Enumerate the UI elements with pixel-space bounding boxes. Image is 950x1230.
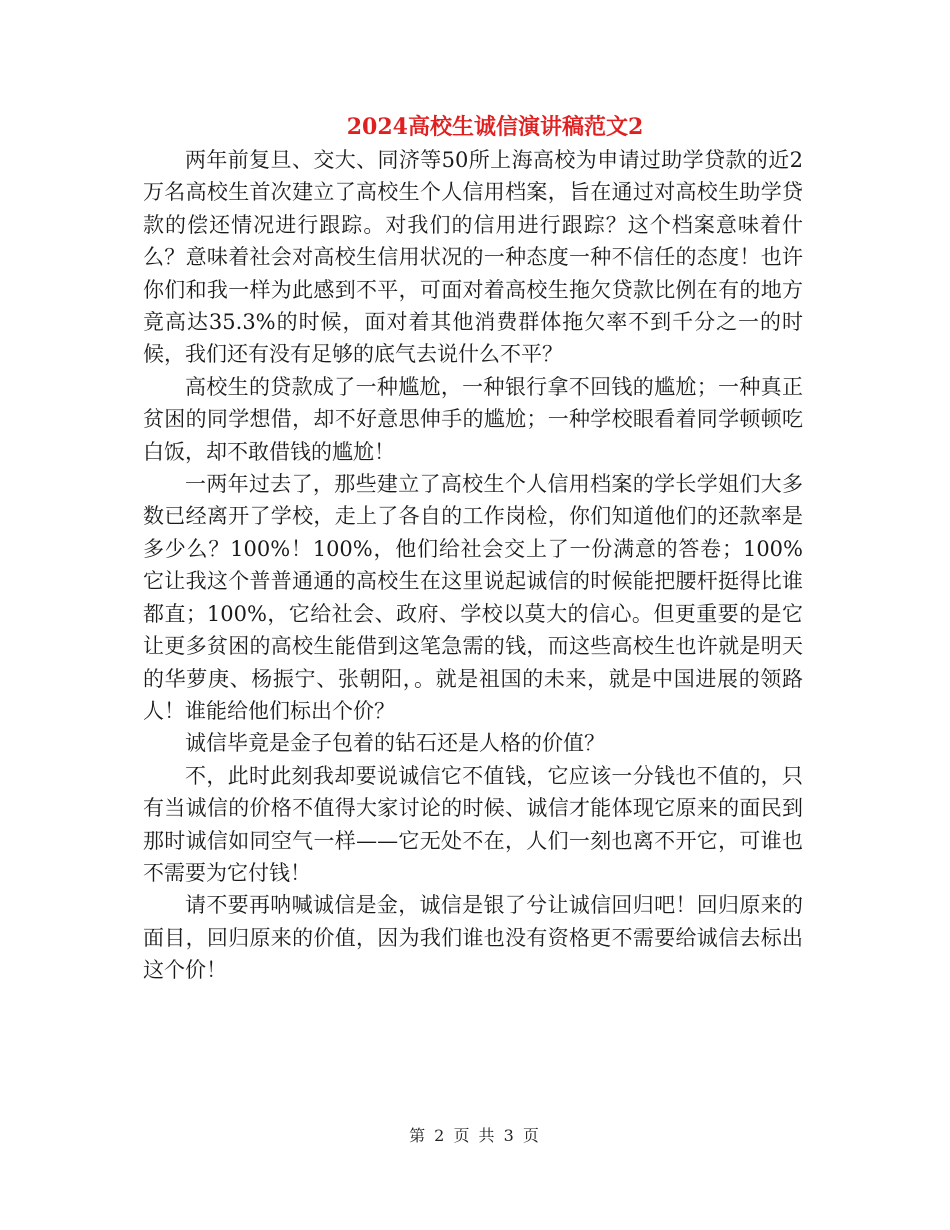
paragraph-6: 请不要再呐喊诚信是金，诚信是银了兮让诚信回归吧！回归原来的面目，回归原来的价值，因为我们谁也没有资格更不需要给诚信去标出这个价！ [143,893,803,983]
paragraph-3: 一两年过去了，那些建立了高校生个人信用档案的学长学姐们大多数已经离开了学校，走上了各自的工作岗检，你们知道他们的还款率是多少么？100%！100%，他们给社会交上了一份满意的答卷；100%它让我这个普普通通的高校生在这里说起诚信的时候能把腰杆挺得比谁都直；100%，它给社会、政府、学校以莫大的信心。但更重要的是它让更多贫困的高校生能借到这笔急需的钱，而这些高校生也许就是明天的华萝庚、杨振宁、张朝阳，。就是祖国的未来，就是中国进展的领路人！谁能给他们标出个价？ [143,472,803,723]
paragraph-5: 不，此时此刻我却要说诚信它不值钱，它应该一分钱也不值的，只有当诚信的价格不值得大家讨论的时候、诚信才能体现它原来的面民到那时诚信如同空气一样——它无处不在，人们一刻也离不开它，可谁也不需要为它付钱！ [143,763,803,885]
paragraph-1: 两年前复旦、交大、同济等50所上海高校为申请过助学贷款的近2万名高校生首次建立了高校生个人信用档案，旨在通过对高校生助学贷款的偿还情况进行跟踪。对我们的信用进行跟踪？这个档案意味着什么？意味着社会对高校生信用状况的一种态度一种不信任的态度！也许你们和我一样为此感到不平，可面对着高校生拖欠贷款比例在有的地方竟高达35.3%的时候，面对着其他消费群体拖欠率不到千分之一的时候，我们还有没有足够的底气去说什么不平？ [143,148,803,367]
document-body [143,144,803,987]
paragraph-2: 高校生的贷款成了一种尴尬，一种银行拿不回钱的尴尬；一种真正贫困的同学想借，却不好意思伸手的尴尬；一种学校眼看着同学顿顿吃白饭，却不敢借钱的尴尬！ [143,374,803,464]
page-number-footer: 第 2 页 共 3 页 [409,1126,541,1145]
document-title: 2024高校生诚信演讲稿范文2 [346,114,644,140]
paragraph-4: 诚信毕竟是金子包着的钻石还是人格的价值？ [185,731,605,756]
